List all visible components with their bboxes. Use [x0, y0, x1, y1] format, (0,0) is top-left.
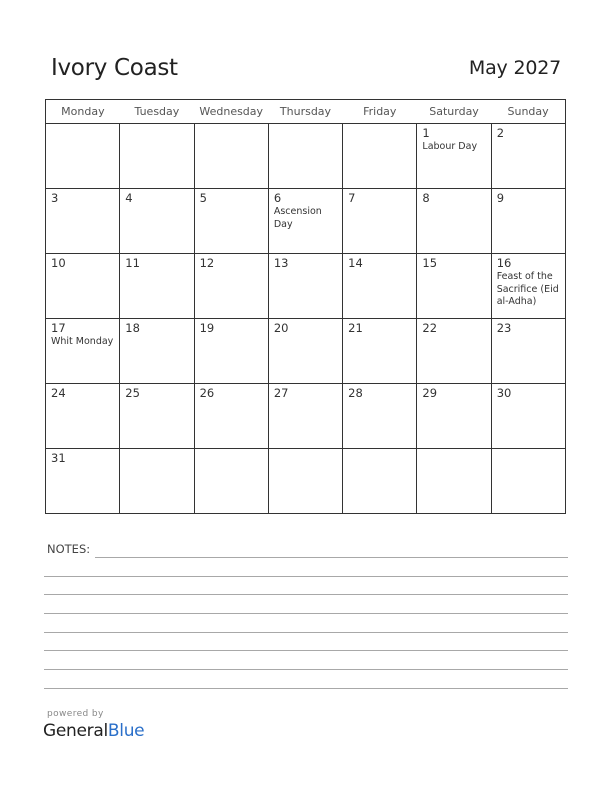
day-cell: [120, 189, 194, 254]
week-row: [46, 319, 566, 384]
holiday-label: [269, 127, 342, 128]
powered-by-text: powered by: [47, 709, 104, 719]
holiday-label: [492, 400, 565, 401]
day-cell: [268, 189, 342, 254]
holiday-label: [492, 335, 565, 336]
weekday-header: Sunday: [491, 100, 565, 124]
note-line: [44, 576, 568, 577]
holiday-label: [343, 270, 416, 271]
day-cell: [417, 254, 491, 319]
holiday-label: Feast of the Sacrifice (Eid al-Adha): [496, 271, 559, 307]
holiday-label: [195, 335, 268, 336]
day-number: 3: [51, 191, 59, 205]
week-row: [46, 254, 566, 319]
day-cell: [417, 189, 491, 254]
day-cell: [194, 449, 268, 514]
holiday-label: [417, 205, 490, 206]
day-cell: [194, 319, 268, 384]
brand-logo: [43, 721, 144, 741]
holiday-label: [417, 270, 490, 271]
day-number: 10: [51, 256, 66, 270]
day-number: 7: [348, 191, 356, 205]
day-cell: [194, 384, 268, 449]
holiday-label: Ascension Day: [273, 206, 322, 230]
day-cell: [343, 254, 417, 319]
day-number: 5: [199, 191, 207, 205]
day-number: 24: [51, 386, 66, 400]
note-line: [44, 688, 568, 689]
day-number: 11: [125, 256, 140, 270]
day-cell: [417, 319, 491, 384]
holiday-label: [269, 335, 342, 336]
weekday-header-row: [46, 100, 566, 124]
day-cell: [120, 254, 194, 319]
day-cell: [268, 384, 342, 449]
holiday-label: [120, 400, 193, 401]
day-number: 8: [422, 191, 430, 205]
day-number: 9: [496, 191, 505, 205]
day-number: 20: [273, 321, 289, 335]
month-title: May 2027: [468, 57, 561, 79]
note-line: [44, 650, 568, 651]
day-cell: [46, 384, 120, 449]
brand-logo-part2: Blue: [107, 721, 145, 741]
notes-label: NOTES:: [47, 542, 91, 556]
holiday-label: [492, 452, 565, 453]
week-row: [46, 449, 566, 514]
day-cell: [46, 124, 120, 189]
day-cell: [417, 449, 491, 514]
day-number: 27: [273, 386, 289, 400]
weekday-header: Tuesday: [120, 100, 194, 124]
day-cell: [491, 254, 565, 319]
holiday-label: [343, 400, 416, 401]
holiday-label: [195, 270, 268, 271]
day-number: 19: [199, 321, 215, 335]
note-line: [44, 632, 568, 633]
holiday-label: [343, 452, 416, 453]
day-cell: [194, 254, 268, 319]
day-cell: [343, 384, 417, 449]
holiday-label: [46, 270, 119, 271]
day-number: 28: [348, 386, 363, 400]
note-line: [44, 594, 568, 595]
day-cell: [46, 254, 120, 319]
day-number: 1: [422, 126, 430, 140]
day-cell: [417, 124, 491, 189]
holiday-label: [492, 205, 565, 206]
day-cell: [120, 449, 194, 514]
holiday-label: [417, 452, 490, 453]
holiday-label: [195, 205, 268, 206]
weekday-header: Monday: [46, 100, 120, 124]
holiday-label: [46, 127, 119, 128]
note-line: [44, 613, 568, 614]
day-number: 18: [125, 321, 140, 335]
holiday-label: [120, 452, 193, 453]
holiday-label: [269, 270, 342, 271]
day-number: 22: [422, 321, 438, 335]
day-cell: [194, 124, 268, 189]
day-number: 26: [199, 386, 215, 400]
day-cell: [343, 449, 417, 514]
weekday-header: Thursday: [268, 100, 342, 124]
day-cell: [343, 319, 417, 384]
day-number: 16: [496, 256, 512, 270]
day-number: 25: [125, 386, 140, 400]
holiday-label: [120, 270, 193, 271]
day-cell: [343, 124, 417, 189]
day-cell: [491, 124, 565, 189]
day-number: 6: [273, 191, 282, 205]
day-cell: [120, 124, 194, 189]
day-number: 21: [348, 321, 363, 335]
day-cell: [268, 254, 342, 319]
day-cell: [194, 189, 268, 254]
day-cell: [491, 384, 565, 449]
holiday-label: Labour Day: [422, 141, 478, 152]
holiday-label: Whit Monday: [51, 336, 114, 347]
holiday-label: [120, 127, 193, 128]
day-number: 15: [422, 256, 438, 270]
day-cell: [120, 319, 194, 384]
day-cell: [46, 319, 120, 384]
week-row: [46, 189, 566, 254]
day-number: 23: [496, 321, 512, 335]
holiday-label: [46, 465, 119, 466]
note-line: [44, 669, 568, 670]
day-number: 14: [348, 256, 363, 270]
day-number: 30: [496, 386, 512, 400]
day-cell: [46, 189, 120, 254]
day-cell: [268, 449, 342, 514]
brand-logo-part1: General: [43, 721, 108, 741]
day-number: 29: [422, 386, 438, 400]
holiday-label: [195, 127, 268, 128]
holiday-label: [46, 400, 119, 401]
holiday-label: [492, 140, 565, 141]
holiday-label: [417, 400, 490, 401]
day-number: 12: [199, 256, 215, 270]
day-cell: [46, 449, 120, 514]
day-number: 2: [496, 126, 505, 140]
day-number: 4: [125, 191, 133, 205]
day-cell: [268, 319, 342, 384]
weekday-header: Wednesday: [194, 100, 268, 124]
day-number: 31: [51, 451, 66, 465]
day-cell: [491, 319, 565, 384]
day-cell: [120, 384, 194, 449]
holiday-label: [269, 400, 342, 401]
holiday-label: [195, 452, 268, 453]
calendar-grid: [45, 99, 566, 514]
holiday-label: [343, 205, 416, 206]
day-number: 13: [273, 256, 289, 270]
day-cell: [343, 189, 417, 254]
week-row: [46, 124, 566, 189]
day-number: 17: [51, 321, 66, 335]
day-cell: [491, 449, 565, 514]
holiday-label: [195, 400, 268, 401]
holiday-label: [343, 127, 416, 128]
holiday-label: [120, 335, 193, 336]
week-row: [46, 384, 566, 449]
note-line: [95, 557, 568, 558]
holiday-label: [343, 335, 416, 336]
day-cell: [417, 384, 491, 449]
holiday-label: [269, 452, 342, 453]
holiday-label: [46, 205, 119, 206]
weekday-header: Saturday: [417, 100, 491, 124]
weekday-header: Friday: [343, 100, 417, 124]
page-title: Ivory Coast: [51, 55, 178, 81]
holiday-label: [120, 205, 193, 206]
holiday-label: [417, 335, 490, 336]
day-cell: [268, 124, 342, 189]
day-cell: [491, 189, 565, 254]
